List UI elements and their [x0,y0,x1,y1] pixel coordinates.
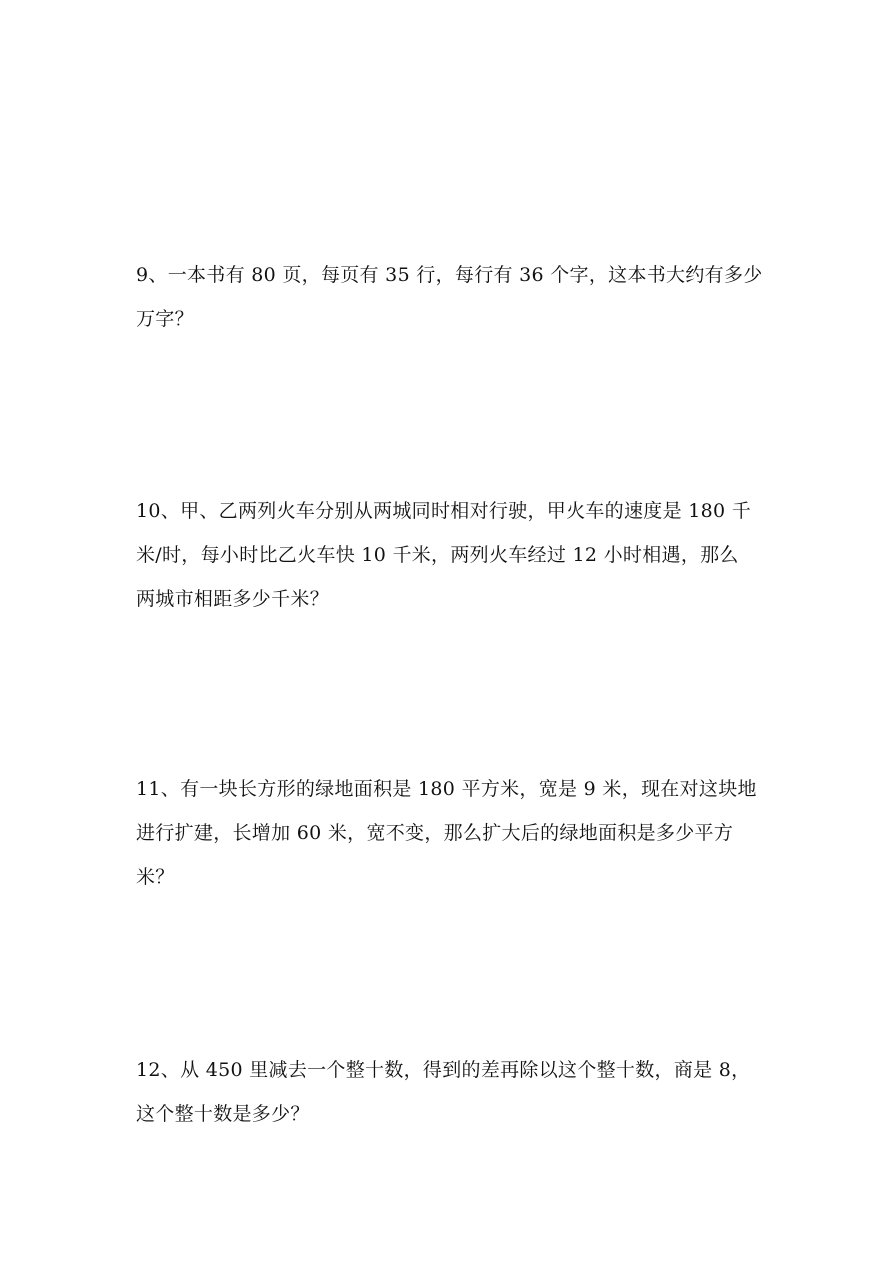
problem-10 [136,489,766,621]
problem-9 [136,253,766,341]
problem-line: 11、有一块长方形的绿地面积是 180 平方米，宽是 9 米，现在对这块地 [136,778,757,800]
problem-line: 米/时，每小时比乙火车快 10 千米，两列火车经过 12 小时相遇，那么 [136,544,739,566]
problem-line: 两城市相距多少千米？ [136,588,330,610]
problem-line: 10、甲、乙两列火车分别从两城同时相对行驶，甲火车的速度是 180 千 [136,500,752,522]
problem-line: 进行扩建，长增加 60 米，宽不变，那么扩大后的绿地面积是多少平方 [136,822,734,844]
problem-line: 9、一本书有 80 页，每页有 35 行，每行有 36 个字，这本书大约有多少 [136,264,763,286]
problem-11 [136,767,766,899]
problem-line: 米？ [136,866,175,888]
problem-line: 这个整十数是多少？ [136,1103,310,1125]
problem-line: 万字？ [136,308,194,330]
problem-12 [136,1048,766,1136]
problem-line: 12、从 450 里减去一个整十数，得到的差再除以这个整十数，商是 8， [136,1059,751,1081]
